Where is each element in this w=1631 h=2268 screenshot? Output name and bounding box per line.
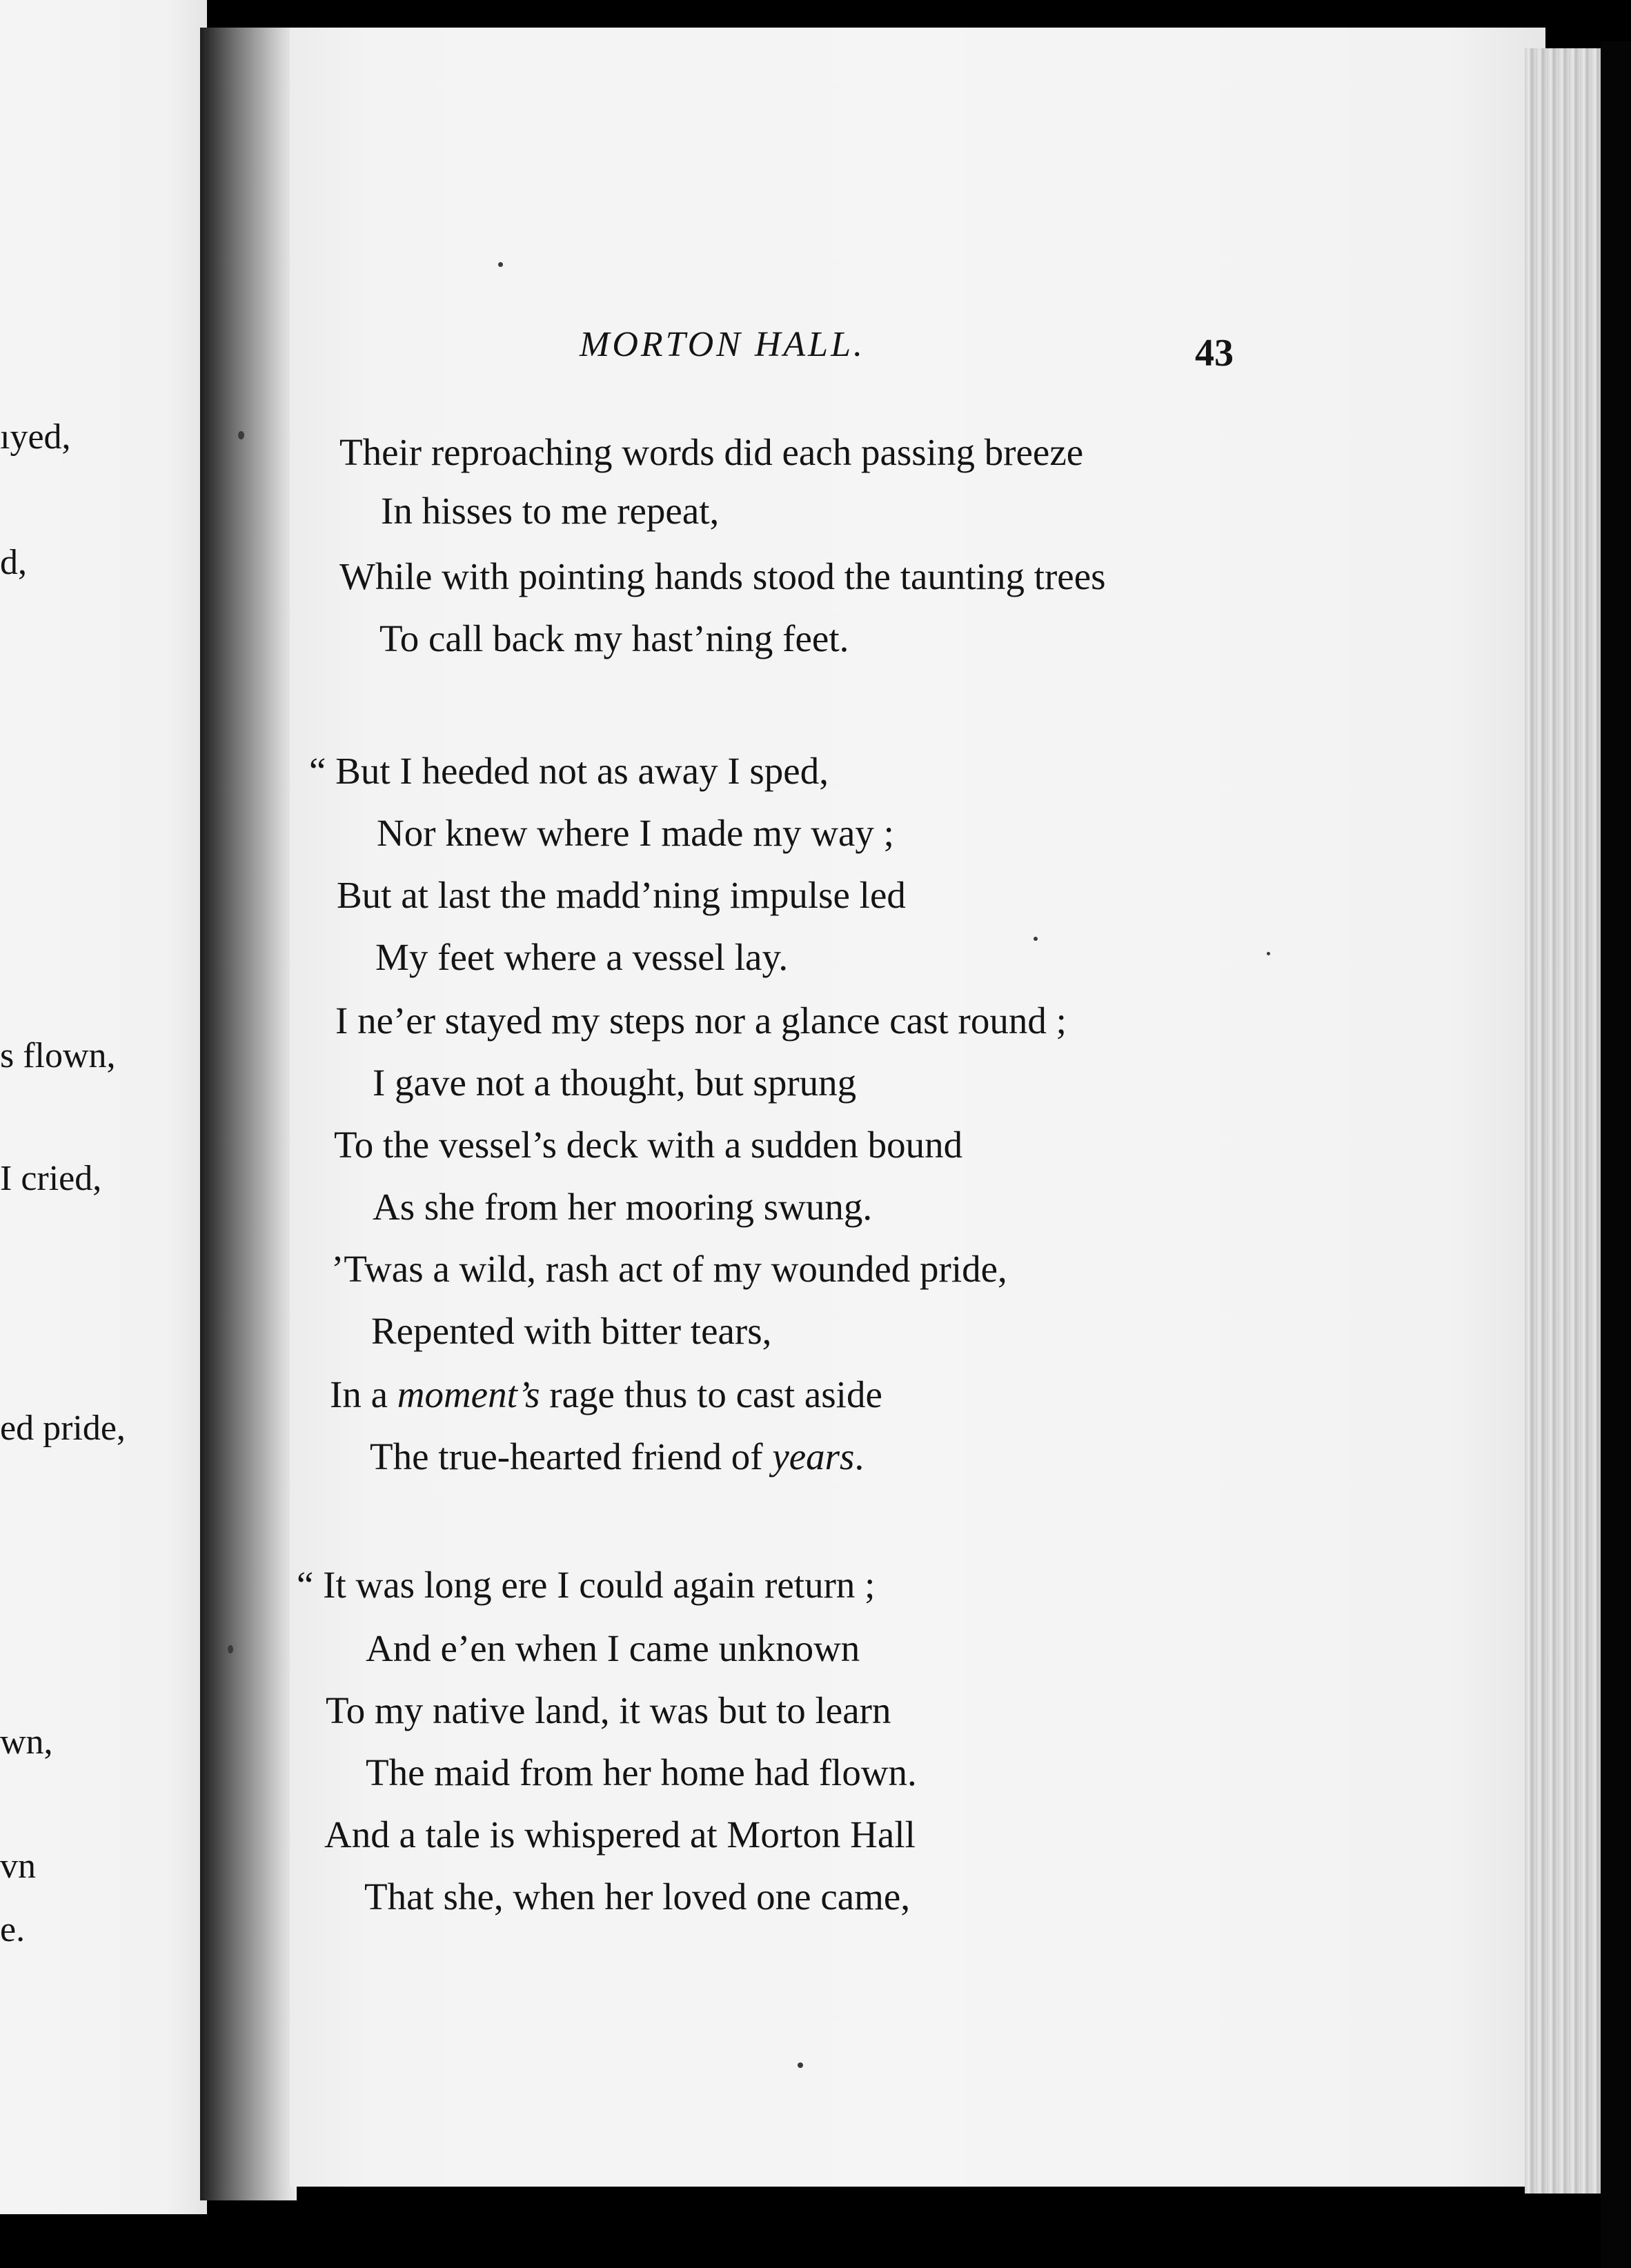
poem-line: While with pointing hands stood the taunting trees bbox=[339, 555, 1106, 597]
book-gutter-shadow bbox=[200, 28, 297, 2200]
poem-line: Nor knew where I made my way ; bbox=[377, 812, 894, 854]
left-page-fragment: e. bbox=[0, 1910, 26, 1949]
facing-page-left bbox=[0, 0, 207, 2214]
poem-line: To the vessel’s deck with a sudden bound bbox=[334, 1124, 963, 1166]
poem-line: And e’en when I came unknown bbox=[366, 1627, 860, 1669]
italic-word: years bbox=[772, 1435, 855, 1478]
scan-speck bbox=[238, 431, 244, 439]
poem-line bbox=[370, 1435, 864, 1478]
left-page-fragment: s flown, bbox=[0, 1036, 116, 1075]
scan-speck bbox=[498, 262, 503, 267]
left-page-fragment: ıyed, bbox=[0, 417, 71, 457]
poem-line: “ But I heeded not as away I sped, bbox=[309, 750, 829, 792]
left-page-fragment: ed pride, bbox=[0, 1409, 126, 1448]
page-right bbox=[290, 28, 1545, 2187]
scan-border bbox=[1601, 41, 1631, 2268]
poem-line: To my native land, it was but to learn bbox=[326, 1689, 891, 1731]
poem-line: As she from her mooring swung. bbox=[373, 1186, 873, 1228]
poem-line: Repented with bitter tears, bbox=[371, 1310, 772, 1352]
poem-line: Their reproaching words did each passing breeze bbox=[339, 431, 1084, 473]
poem-line-text: In a bbox=[330, 1373, 397, 1415]
scan-speck bbox=[1034, 937, 1038, 941]
poem-line-text: The true-hearted friend of bbox=[370, 1435, 773, 1478]
poem-line: But at last the madd’ning impulse led bbox=[337, 874, 906, 916]
left-page-fragment: d, bbox=[0, 543, 27, 582]
poem-line-text: rage thus to cast aside bbox=[540, 1373, 882, 1415]
left-page-fragment: vn bbox=[0, 1847, 36, 1886]
poem-line: “ It was long ere I could again return ; bbox=[297, 1564, 876, 1606]
poem-line: That she, when her loved one came, bbox=[364, 1876, 911, 1918]
poem-line-text: . bbox=[854, 1435, 864, 1478]
poem-line: I gave not a thought, but sprung bbox=[373, 1062, 857, 1104]
scan-speck bbox=[1267, 952, 1270, 955]
page-number: 43 bbox=[1195, 332, 1234, 375]
running-head-title: MORTON HALL. bbox=[580, 325, 866, 364]
poem-line: My feet where a vessel lay. bbox=[375, 936, 789, 978]
left-page-fragment: wn, bbox=[0, 1722, 53, 1762]
poem-line: The maid from her home had flown. bbox=[366, 1751, 917, 1793]
poem-line: ’Twas a wild, rash act of my wounded pride, bbox=[331, 1248, 1007, 1290]
poem-line: To call back my hast’ning feet. bbox=[379, 617, 849, 659]
poem-line: And a tale is whispered at Morton Hall bbox=[324, 1813, 916, 1856]
poem-line bbox=[330, 1375, 882, 1413]
poem-line: I ne’er stayed my steps nor a glance cast round ; bbox=[335, 999, 1067, 1042]
italic-word: moment’s bbox=[397, 1373, 540, 1415]
poem-line: In hisses to me repeat, bbox=[381, 490, 720, 532]
scan-speck bbox=[798, 2062, 803, 2068]
scan-speck bbox=[228, 1645, 233, 1653]
left-page-fragment: I cried, bbox=[0, 1159, 102, 1198]
